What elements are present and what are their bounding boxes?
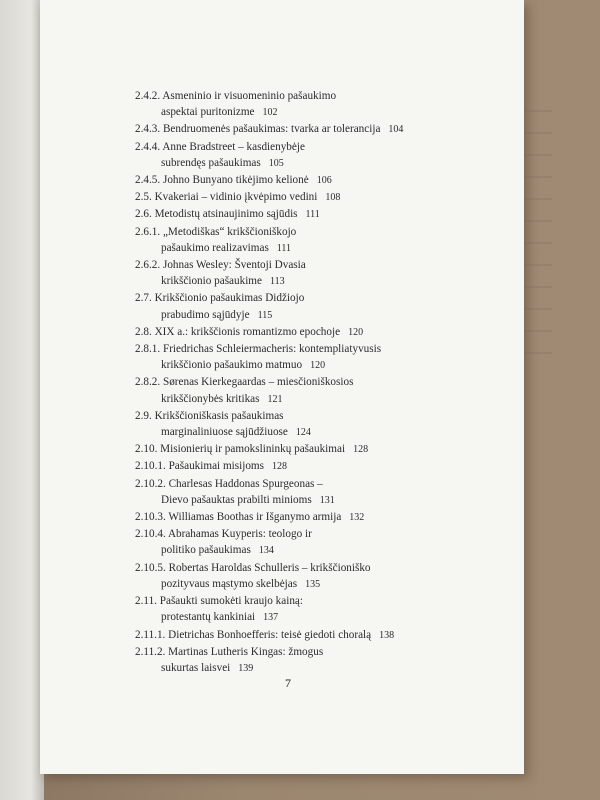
page-number: 7 [285,676,291,690]
toc-entry-continuation [135,492,515,509]
toc-entry [135,441,515,458]
toc-entry-page: 139 [238,662,254,674]
toc-entry-page: 104 [388,124,404,136]
toc-entry [135,627,515,644]
toc-entry-title: 2.4.2. Asmeninio ir visuomeninio pašaukimo [135,90,337,102]
toc-entry-page: 131 [319,494,335,506]
toc-entry-title: 2.7. Krikščionio pašaukimas Didžiojo [135,292,305,305]
toc-entry-title: 2.10.2. Charlesas Haddonas Spurgeonas – [135,477,323,490]
toc-entry [135,172,515,189]
toc-entry [135,88,515,121]
toc-entry-page: 111 [305,209,320,221]
toc-entry-continuation [135,273,515,290]
toc-entry-title: 2.6. Metodistų atsinaujinimo sąjūdis [135,208,298,221]
toc-entry-page: 135 [305,578,321,590]
toc-entry-title: 2.4.4. Anne Bradstreet – kasdienybėje [135,140,305,153]
toc-entry-title: 2.8. XIX a.: krikščionis romantizmo epochoje [135,325,341,338]
toc-entry-title: 2.9. Krikščioniškasis pašaukimas [135,409,284,422]
toc-entry-title: 2.10.4. Abrahamas Kuyperis: teologo ir [135,528,312,541]
toc-entry-page: 120 [310,360,326,372]
toc-entry-continuation [135,155,515,172]
toc-entry [135,476,515,509]
toc-entry-continuation [135,104,515,121]
toc-entry-continuation-text: pašaukimo realizavimas [161,241,269,254]
toc-entry [135,593,515,626]
toc-entry [135,206,515,223]
toc-entry [135,224,515,257]
toc-entry [135,374,515,407]
toc-entry-page: 121 [267,393,283,405]
toc-entry-title: 2.11.2. Martinas Lutheris Kingas: žmogus [135,645,324,658]
page-bleed-through [524,90,564,650]
toc-entry-continuation-text: sukurtas laisvei [161,661,231,674]
toc-entry [135,324,515,341]
toc-entry-title: 2.4.5. Johno Bunyano tikėjimo kelionė [135,174,309,187]
toc-entry-page: 105 [268,157,284,169]
toc-entry-continuation [135,307,515,324]
toc-entry-page: 115 [257,309,273,321]
toc-entry-page: 138 [379,629,395,641]
toc-entry-page: 134 [258,545,274,557]
toc-entry-continuation [135,576,515,593]
toc-entry-title: 2.8.2. Sørenas Kierkegaardas – miesčioniškosios [135,376,354,389]
toc-entry-continuation-text: pozityvaus mąstymo skelbėjas [161,577,298,590]
toc-entry-page: 111 [276,242,292,254]
toc-entry-continuation-text: protestantų kankiniai [161,611,256,624]
toc-entry-continuation [135,357,515,374]
toc-entry-page: 132 [349,512,365,524]
toc-entry-page: 124 [295,427,311,439]
toc-entry-title: 2.10.1. Pašaukimai misijoms [135,460,264,473]
toc-entry [135,121,515,138]
toc-entry-page: 106 [316,175,332,187]
toc-entry-continuation [135,391,515,408]
toc-entry-title: 2.5. Kvakeriai – vidinio įkvėpimo vedini [135,191,318,204]
toc-entry-page: 108 [325,192,341,204]
toc-entry [135,526,515,559]
toc-entry-title: 2.8.1. Friedrichas Schleiermacheris: kontempliatyvusis [135,343,382,356]
toc-entry-continuation-text: krikščionybės kritikas [161,392,260,405]
toc-entry [135,560,515,593]
toc-entry-page: 128 [271,461,287,473]
toc-entry-title: 2.10.5. Robertas Haroldas Schulleris – krikščioniško [135,561,371,574]
toc-entry [135,189,515,206]
toc-entry [135,139,515,172]
toc-entry-page: 102 [262,107,278,119]
toc-entry-continuation [135,542,515,559]
toc-entry-continuation-text: krikščionio pašaukime [161,275,262,288]
toc-entry-title: 2.6.1. „Metodiškas“ krikščioniškojo [135,225,297,238]
table-of-contents [135,88,515,677]
toc-entry-title: 2.11. Pašaukti sumokėti kraujo kainą: [135,595,303,608]
toc-entry [135,257,515,290]
toc-entry-continuation-text: prabudimo sąjūdyje [161,308,250,321]
toc-entry-page: 128 [353,444,369,456]
toc-entry-continuation [135,609,515,626]
toc-entry-title: 2.10. Misionierių ir pamokslininkų pašaukimai [135,443,346,456]
toc-entry-page: 120 [348,326,364,338]
toc-entry-continuation-text: politiko pašaukimas [161,544,251,557]
toc-entry [135,408,515,441]
toc-entry-continuation-text: Dievo pašauktas prabilti minioms [161,493,312,506]
toc-entry-continuation-text: marginaliniuose sąjūdžiuose [161,426,288,439]
toc-entry-page: 113 [269,276,285,288]
toc-entry [135,458,515,475]
toc-entry [135,290,515,323]
toc-entry [135,644,515,677]
toc-entry [135,341,515,374]
toc-entry-continuation-text: krikščionio pašaukimo matmuo [161,359,303,372]
toc-entry-title: 2.11.1. Dietrichas Bonhoefferis: teisė giedoti choralą [135,628,372,641]
toc-entry-title: 2.6.2. Johnas Wesley: Šventoji Dvasia [135,259,306,272]
toc-entry-title: 2.4.3. Bendruomenės pašaukimas: tvarka ar tolerancija [135,123,381,136]
toc-entry-title: 2.10.3. Williamas Boothas ir Išganymo armija [135,511,342,524]
toc-entry-continuation [135,240,515,257]
toc-entry-continuation-text: aspektai puritonizme [161,106,255,119]
toc-entry-page: 137 [263,612,279,624]
toc-entry-continuation-text: subrendęs pašaukimas [161,156,261,169]
toc-entry [135,509,515,526]
toc-entry-continuation [135,424,515,441]
toc-entry-continuation [135,660,515,677]
facing-page-edge [0,0,44,800]
